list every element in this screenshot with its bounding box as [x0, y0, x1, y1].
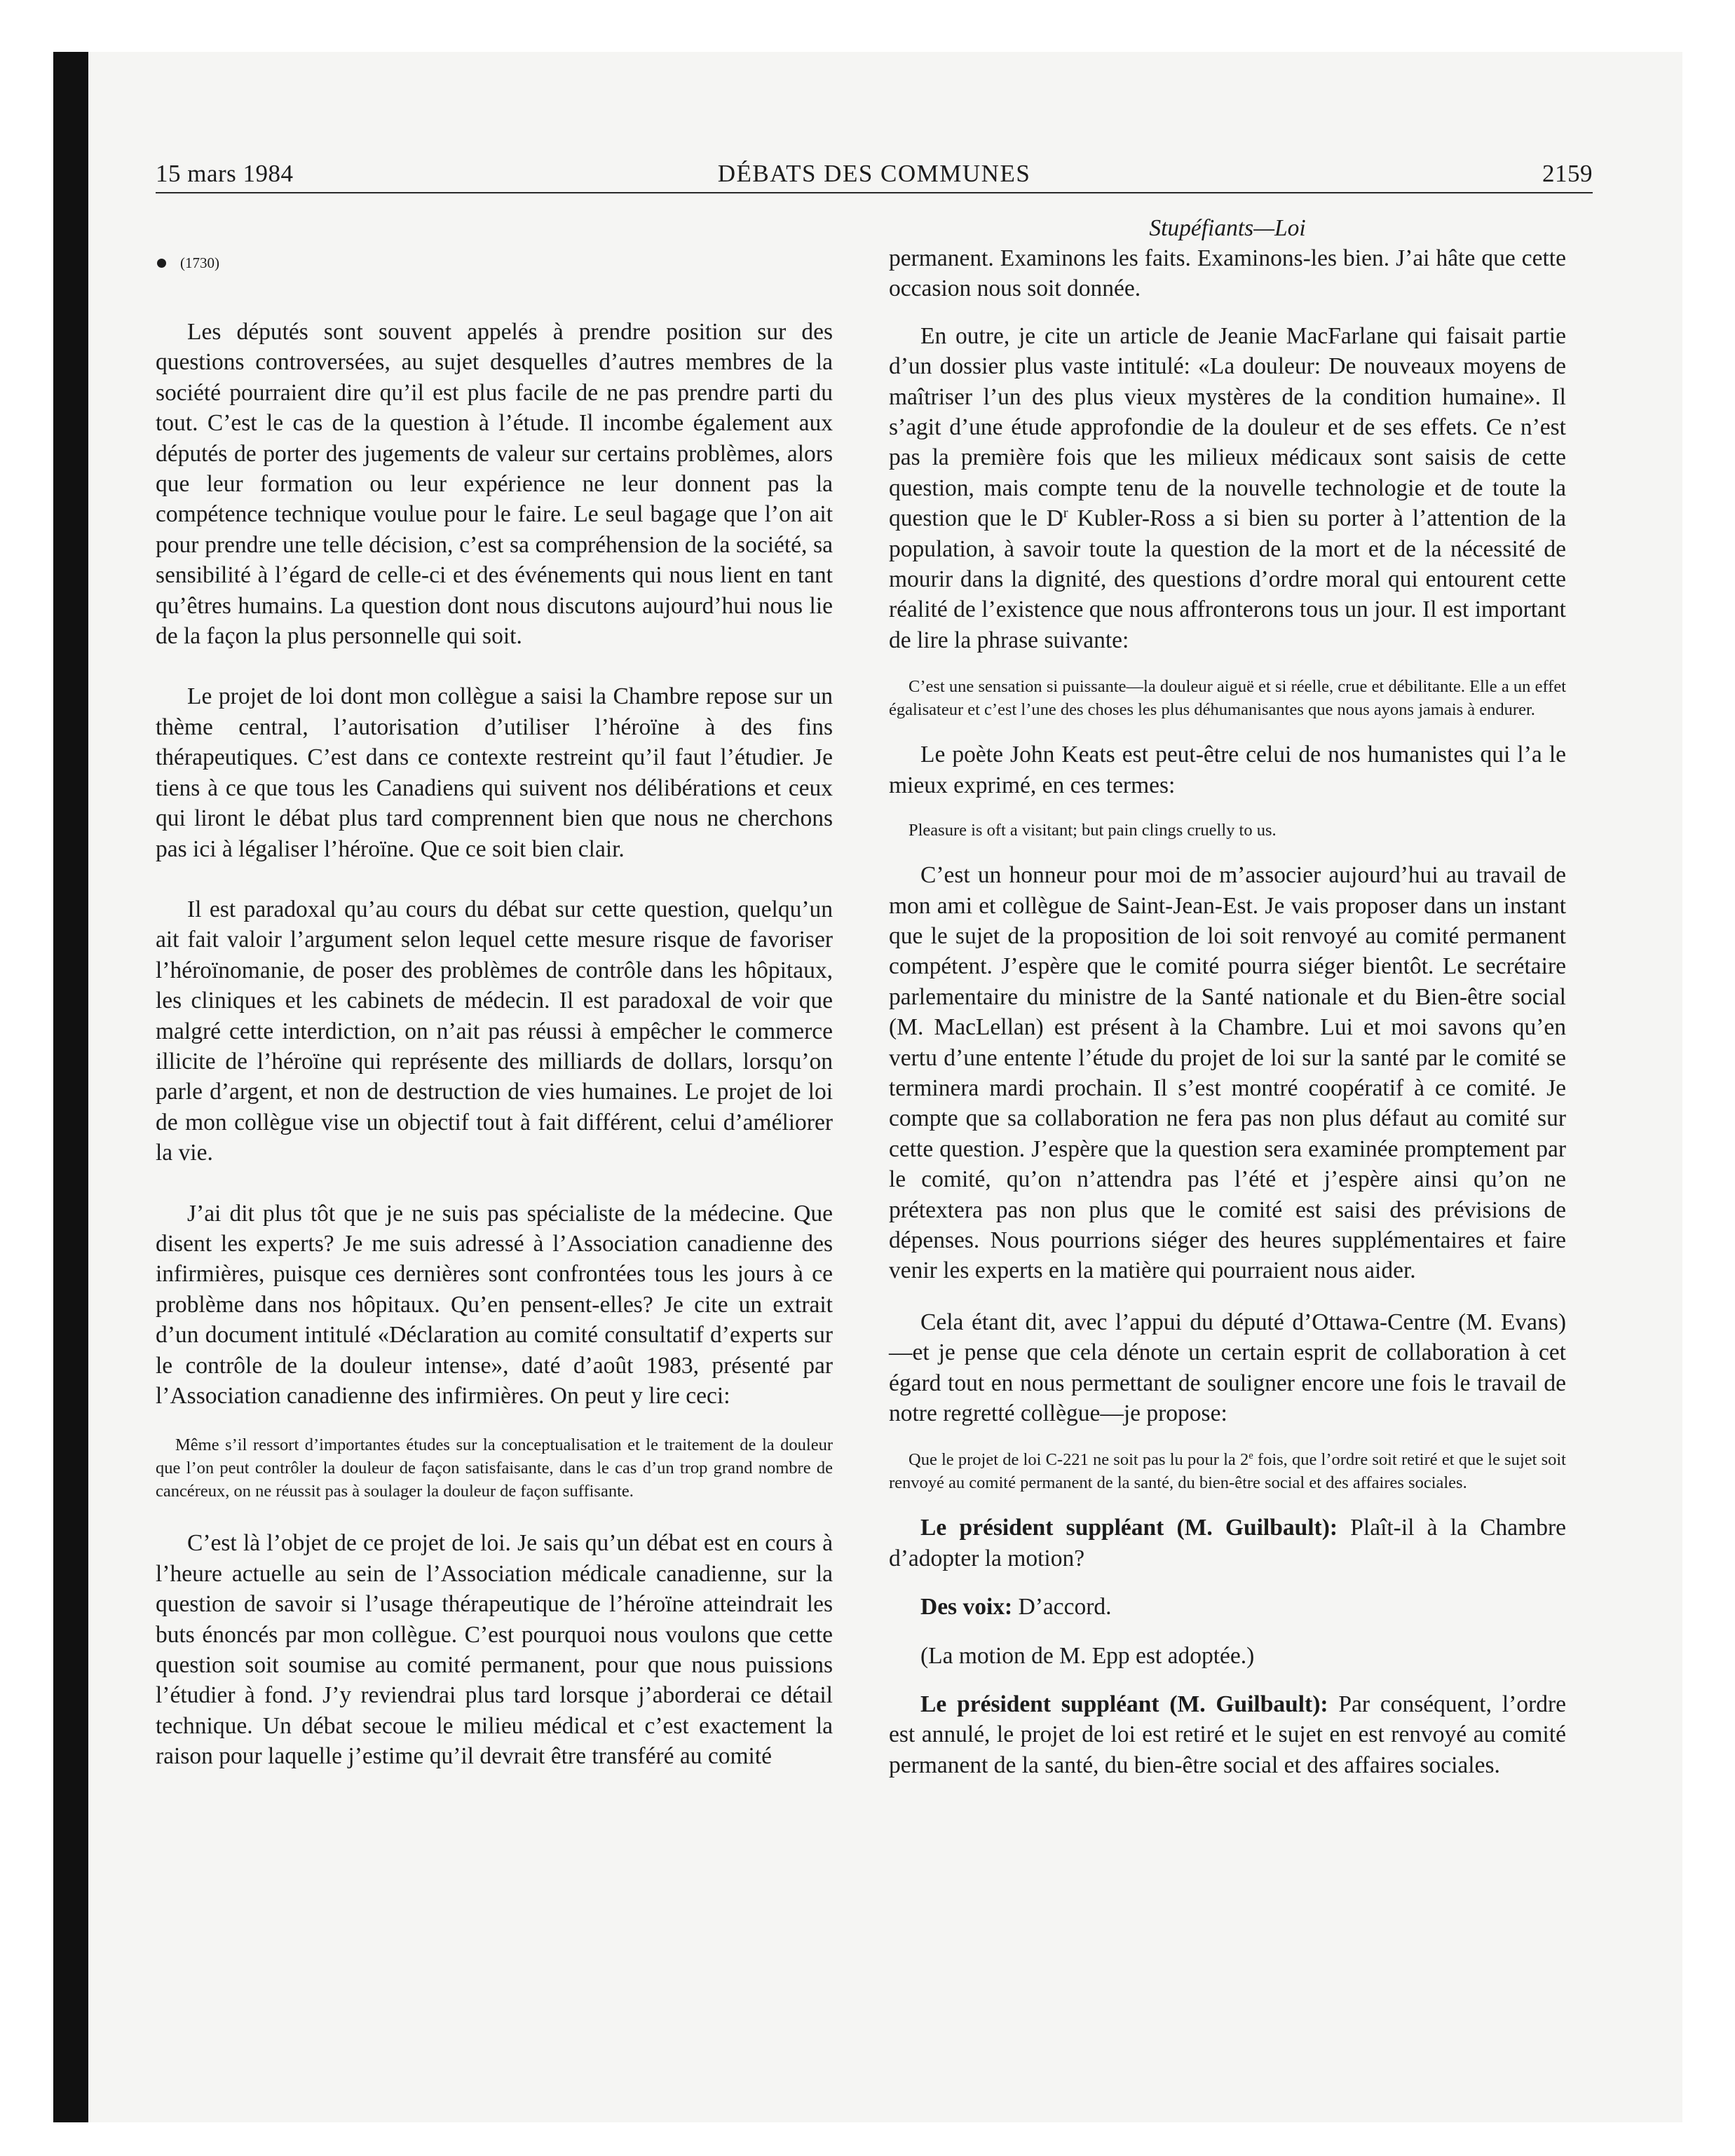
- speech-text: Plaît-il à la Chambre d’adopter la motion?: [889, 1515, 1566, 1571]
- text-run: fois, que l’ordre soit retiré et que le sujet soit renvoyé au comité permanent de la santé, du bien-être social et des affaires sociales.: [889, 1450, 1566, 1493]
- superscript: r: [1063, 505, 1068, 521]
- paragraph: [889, 1592, 1566, 1622]
- paragraph: Cela étant dit, avec l’appui du député d’Ottawa-Centre (M. Evans)—et je pense que cela dénote un certain esprit de collaboration à cet égard tout en nous permettant de souligner encore une fois le travail de notre regretté collègue—je propose:: [889, 1309, 1566, 1426]
- paragraph: J’ai dit plus tôt que je ne suis pas spécialiste de la médecine. Que disent les experts? Je me suis adressé à l’Association canadienne des infirmières, puisque ces dernières sont confrontées tous les jours à ce problème dans nos hôpitaux. Qu’en pensent-elles? Je cite un extrait d’un document intitulé «Déclaration au comité consultatif d’experts sur le contrôle de la douleur intense», daté d’août 1983, présenté par l’Association canadienne des infirmières. On peut y lire ceci:: [156, 1200, 833, 1409]
- timestamp-text: (1730): [180, 254, 219, 271]
- block-quote: Même s’il ressort d’importantes études sur la conceptualisation et le traitement de la douleur que l’on peut contrôler la douleur de façon satisfaisante, dans le cas d’un trop grand nombre de cancéreux, on ne réussit pas à soulager la douleur de façon suffisante.: [156, 1435, 833, 1501]
- left-column: [156, 217, 833, 1772]
- page-header: [156, 154, 1593, 196]
- speaker-name: Des voix:: [920, 1594, 1013, 1621]
- page-number: 2159: [1542, 160, 1593, 187]
- paragraph-continuation: permanent. Examinons les faits. Examinons-les bien. J’ai hâte que cette occasion nous soit donnée.: [889, 245, 1566, 302]
- header-rule: [156, 192, 1593, 193]
- paragraph: C’est un honneur pour moi de m’associer aujourd’hui au travail de mon ami et collègue de Saint-Jean-Est. Je vais proposer dans un instant que le sujet de la proposition de loi soit renvoyé au comité permanent compétent. J’espère que le comité pourra siéger bientôt. Le secrétaire parlementaire du ministre de la Santé nationale et du Bien-être social (M. MacLellan) est présent à la Chambre. Lui et moi savons qu’en vertu d’une entente l’étude du projet de loi sur la santé par le comité se terminera mardi prochain. Il s’est montré coopératif à ce comité. Je compte que sa collaboration ne fera pas non plus défaut au comité sur cette question. J’espère que la question sera examinée promptement par le comité, qu’on n’attendra pas l’été et j’espère ainsi qu’on ne prétextera pas non plus que le comité est saisi des prévisions de dépenses. Nous pourrions siéger des heures supplémentaires et faire venir les experts en la matière qui pourraient nous aider.: [889, 862, 1566, 1284]
- paragraph: C’est là l’objet de ce projet de loi. Je sais qu’un débat est en cours à l’heure actuelle au sein de l’Association médicale canadienne, sur la question de savoir si l’usage thérapeutique de l’héroïne atteindrait les buts énoncés par mon collègue. C’est pourquoi nous voulons que cette question soit soumise au comité permanent, pour que nous puissions l’étudier à fond. J’y reviendrai plus tard lorsque j’aborderai ce détail technique. Un débat secoue le milieu médical et c’est exactement la raison pour laquelle j’estime qu’il devrait être transféré au comité: [156, 1530, 833, 1770]
- timestamp-marker: [156, 252, 833, 273]
- scan-binding-edge: [53, 52, 88, 2122]
- text-run: Que le projet de loi C-221 ne soit pas lu pour la 2: [909, 1450, 1249, 1470]
- text-run: Kubler-Ross a si bien su porter à l’attention de la population, à savoir toute la question de la mort et de la nécessité de mourir dans la dignité, des questions d’ordre moral qui entourent cette réalité de l’existence que nous affronterons tous un jour. Il est important de lire la phrase suivante:: [889, 505, 1567, 653]
- bullet-icon: [157, 259, 166, 268]
- speech-text: Par conséquent, l’ordre est annulé, le projet de loi est retiré et le sujet en est renvoyé au comité permanent de la santé, du bien-être social et des affaires sociales.: [889, 1691, 1566, 1778]
- paragraph: Il est paradoxal qu’au cours du débat sur cette question, quelqu’un ait fait valoir l’argument selon lequel cette mesure risque de favoriser l’héroïnomanie, de poser des problèmes de contrôle dans les hôpitaux, les cliniques et les cabinets de médecin. Il est paradoxal de voir que malgré cette interdiction, on n’ait pas réussi à empêcher le commerce illicite de l’héroïne qui représente des milliards de dollars, lorsqu’on parle d’argent, et non de destruction de vies humaines. Le projet de loi de mon collègue vise un objectif tout à fait différent, celui d’améliorer la vie.: [156, 896, 833, 1166]
- paragraph: (La motion de M. Epp est adoptée.): [920, 1642, 1255, 1669]
- paragraph: [889, 321, 1566, 655]
- paragraph: [889, 1513, 1566, 1574]
- block-quote: Pleasure is oft a visitant; but pain clings cruelly to us.: [909, 821, 1277, 840]
- speaker-name: Le président suppléant (M. Guilbault):: [920, 1515, 1338, 1541]
- section-title: Stupéfiants—Loi: [1149, 215, 1306, 241]
- text-run: En outre, je cite un article de Jeanie MacFarlane qui faisait partie d’un dossier plus vaste intitulé: «La douleur: De nouveaux moyens de maîtriser l’un des plus vieux mystères de la condition humaine». Il s’agit d’une étude approfondie de la douleur et de ses effets. Ce n’est pas la première fois que les milieux médicaux sont saisis de cette question, mais compte tenu de la nouvelle technologie et de toute la question que le D: [889, 322, 1566, 532]
- block-quote: [889, 1448, 1566, 1494]
- paragraph: Le poète John Keats est peut-être celui de nos humanistes qui l’a le mieux exprimé, en ces termes:: [889, 742, 1566, 798]
- block-quote: C’est une sensation si puissante—la douleur aiguë et si réelle, crue et débilitante. Elle a un effet égalisateur et c’est l’une des choses les plus déhumanisantes que nous ayons jamais à endurer.: [889, 677, 1566, 720]
- header-publication: DÉBATS DES COMMUNES: [717, 160, 1031, 187]
- header-date: 15 mars 1984: [156, 160, 294, 187]
- speaker-name: Le président suppléant (M. Guilbault):: [920, 1691, 1328, 1718]
- paragraph: [889, 1689, 1566, 1780]
- paragraph: Le projet de loi dont mon collègue a saisi la Chambre repose sur un thème central, l’autorisation d’utiliser l’héroïne à des fins thérapeutiques. C’est dans ce contexte restreint qu’il faut l’étudier. Je tiens à ce que tous les Canadiens qui suivent nos délibérations et ceux qui liront le débat plus tard comprennent bien que nous ne cherchons pas ici à légaliser l’héroïne. Que ce soit bien clair.: [156, 683, 833, 862]
- superscript: e: [1248, 1450, 1253, 1462]
- paragraph: Les députés sont souvent appelés à prendre position sur des questions controversées, au sujet desquelles d’autres membres de la société pourraient dire qu’il est plus facile de ne pas prendre parti du tout. C’est le cas de la question à l’étude. Il incombe également aux députés de porter des jugements de valeur sur certains problèmes, alors que leur formation ou leur expérience ne leur donnent pas la compétence technique voulue pour le faire. Le seul bagage que l’on ait pour prendre une telle décision, c’est sa compréhension de la société, sa sensibilité à l’égard de celle-ci et des événements qui nous lient en tant qu’êtres humains. La question dont nous discutons aujourd’hui nous lie de la façon la plus personnelle qui soit.: [156, 319, 833, 650]
- speech-text: D’accord.: [1012, 1594, 1112, 1621]
- right-column: [889, 213, 1566, 1780]
